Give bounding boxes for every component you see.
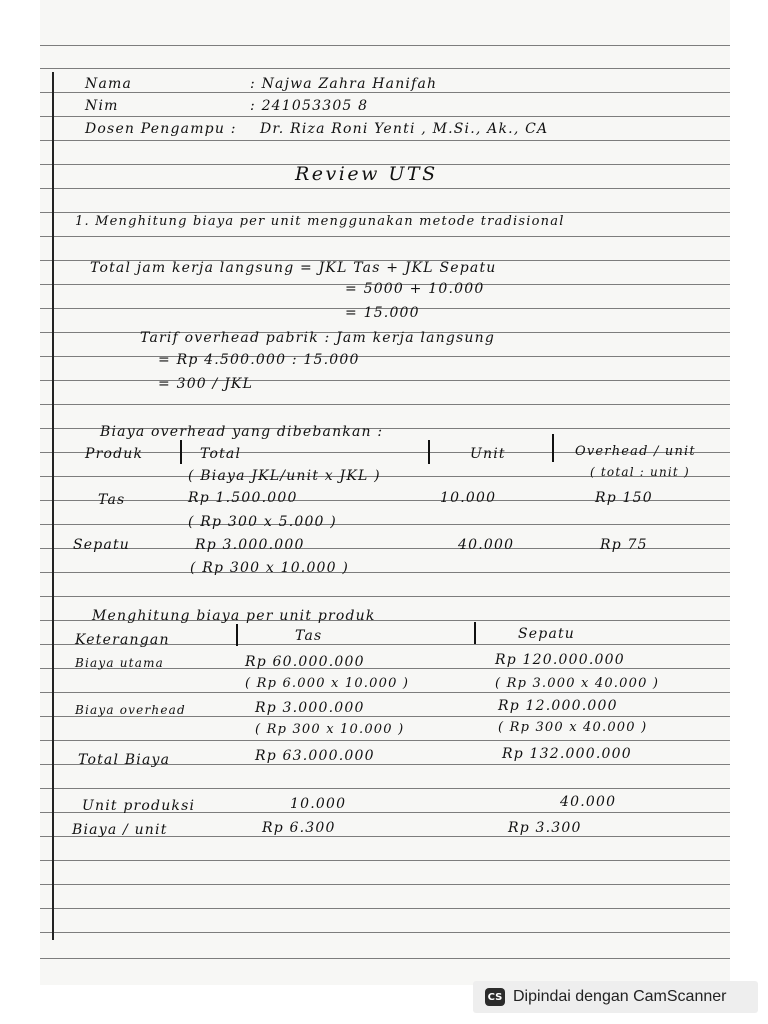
- biaya-unit-label: Biaya / unit: [72, 822, 168, 838]
- table2-header-tas: Tas: [295, 628, 323, 644]
- scanned-page: [40, 0, 730, 985]
- biaya-utama-label: Biaya utama: [75, 656, 164, 670]
- nim-value: : 241053305 8: [250, 98, 369, 114]
- total-biaya-tas: Rp 63.000.000: [255, 748, 375, 764]
- row-sepatu-total: Rp 3.000.000: [195, 537, 305, 553]
- table2-divider: [236, 624, 238, 646]
- row-tas-overhead: Rp 150: [595, 490, 653, 506]
- margin-line: [52, 72, 54, 940]
- table2-header-keterangan: Keterangan: [75, 632, 170, 648]
- biaya-overhead-tas-calc: ( Rp 300 x 10.000 ): [255, 722, 405, 737]
- nama-label: Nama: [85, 76, 133, 92]
- total-jam-step1: = 5000 + 10.000: [345, 281, 485, 297]
- table2-divider: [474, 622, 476, 644]
- table1-header-total: Total: [200, 446, 242, 462]
- camscanner-text: Dipindai dengan CamScanner: [513, 988, 727, 1005]
- biaya-utama-tas: Rp 60.000.000: [245, 654, 365, 670]
- row-sepatu-unit: 40.000: [458, 537, 515, 553]
- table1-divider: [552, 434, 554, 462]
- table1-header-overhead: Overhead / unit: [575, 444, 696, 459]
- tarif-step1: = Rp 4.500.000 : 15.000: [158, 352, 360, 368]
- camscanner-watermark: [473, 981, 758, 1013]
- table1-subheader-overhead: ( total : unit ): [590, 465, 690, 479]
- camscanner-icon: CS: [485, 988, 505, 1006]
- total-jam-step2: = 15.000: [345, 305, 420, 321]
- row-sepatu-produk: Sepatu: [73, 537, 131, 553]
- biaya-overhead-sepatu-calc: ( Rp 300 x 40.000 ): [498, 720, 648, 735]
- table1-divider: [180, 440, 182, 464]
- unit-produksi-sepatu: 40.000: [560, 794, 617, 810]
- nama-value: : Najwa Zahra Hanifah: [250, 76, 438, 92]
- row-tas-unit: 10.000: [440, 490, 497, 506]
- nim-label: Nim: [85, 98, 119, 114]
- table2-header-sepatu: Sepatu: [518, 626, 576, 642]
- total-biaya-label: Total Biaya: [78, 752, 171, 768]
- row-tas-total: Rp 1.500.000: [188, 490, 298, 506]
- row-sepatu-overhead: Rp 75: [600, 537, 648, 553]
- table2-caption: Menghitung biaya per unit produk: [92, 608, 376, 624]
- row-tas-calc: ( Rp 300 x 5.000 ): [188, 514, 337, 530]
- row-tas-produk: Tas: [98, 492, 126, 508]
- row-sepatu-calc: ( Rp 300 x 10.000 ): [190, 560, 350, 576]
- biaya-overhead-tas: Rp 3.000.000: [255, 700, 365, 716]
- total-jam-line: Total jam kerja langsung = JKL Tas + JKL Sepatu: [90, 260, 497, 276]
- biaya-utama-sepatu-calc: ( Rp 3.000 x 40.000 ): [495, 676, 660, 691]
- biaya-utama-sepatu: Rp 120.000.000: [495, 652, 625, 668]
- unit-produksi-label: Unit produksi: [82, 798, 196, 814]
- total-biaya-sepatu: Rp 132.000.000: [502, 746, 632, 762]
- dosen-label: Dosen Pengampu :: [85, 121, 237, 137]
- biaya-overhead-label: Biaya overhead: [75, 703, 186, 717]
- biaya-unit-tas: Rp 6.300: [262, 820, 336, 836]
- table1-header-produk: Produk: [85, 446, 144, 462]
- table1-subheader-total: ( Biaya JKL/unit x JKL ): [188, 468, 381, 484]
- biaya-utama-tas-calc: ( Rp 6.000 x 10.000 ): [245, 676, 410, 691]
- table1-header-unit: Unit: [470, 446, 506, 462]
- section1-heading: 1. Menghitung biaya per unit menggunakan metode tradisional: [75, 214, 565, 229]
- dosen-value: Dr. Riza Roni Yenti , M.Si., Ak., CA: [260, 121, 549, 137]
- table1-divider: [428, 440, 430, 464]
- tarif-line: Tarif overhead pabrik : Jam kerja langsung: [140, 330, 495, 346]
- unit-produksi-tas: 10.000: [290, 796, 347, 812]
- tarif-step2: = 300 / JKL: [158, 376, 254, 392]
- page-title: Review UTS: [295, 163, 438, 185]
- table1-caption: Biaya overhead yang dibebankan :: [100, 424, 384, 440]
- biaya-overhead-sepatu: Rp 12.000.000: [498, 698, 618, 714]
- biaya-unit-sepatu: Rp 3.300: [508, 820, 582, 836]
